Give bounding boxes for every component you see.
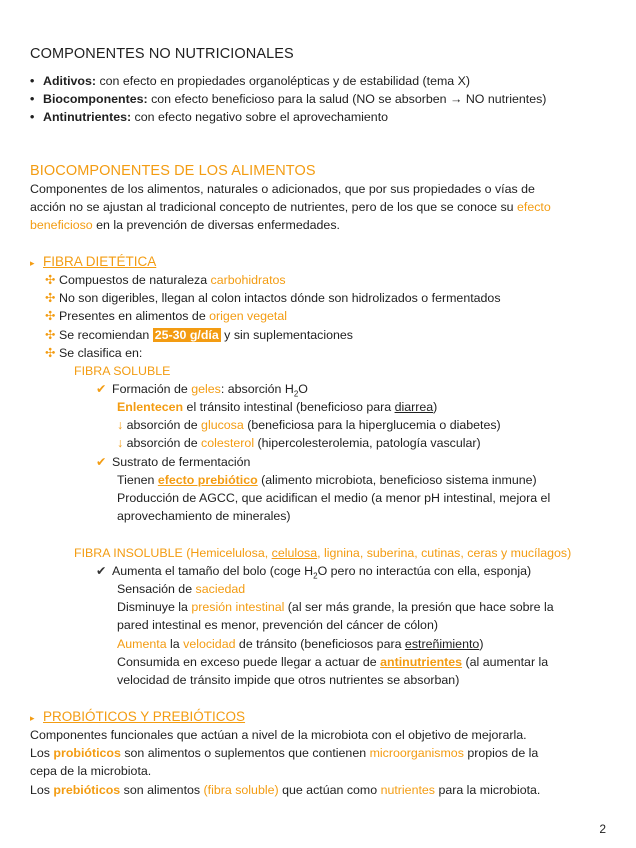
cross-bullet-icon: ✣	[45, 328, 56, 342]
section-title-biocomponentes: BIOCOMPONENTES DE LOS ALIMENTOS	[30, 163, 316, 179]
cross-bullet-icon: ✣	[45, 291, 56, 305]
list-item: ✣ No son digeribles, llegan al colon intactos dónde son hidrolizados o fermentados	[45, 291, 501, 305]
highlight-dose: 25-30 g/día	[154, 328, 219, 342]
detail-line: Sensación de saciedad	[117, 582, 246, 596]
check-icon: ✔	[96, 455, 107, 469]
cross-bullet-icon: ✣	[45, 309, 56, 323]
page-number: 2	[599, 822, 606, 836]
paragraph-line: Componentes funcionales que actúan a nivel de la microbiota con el objetivo de mejorarla.	[30, 728, 527, 742]
cross-bullet-icon: ✣	[45, 273, 56, 287]
paragraph-line: Componentes de los alimentos, naturales o adicionados, que por sus propiedades o vías de	[30, 182, 535, 196]
fibra-insoluble-title: FIBRA INSOLUBLE (Hemicelulosa, celulosa, lignina, suberina, cutinas, ceras y mucílagos)	[74, 546, 572, 560]
bullet-icon: •	[30, 74, 35, 88]
detail-line: ↓ absorción de glucosa (beneficiosa para la hiperglucemia o diabetes)	[117, 418, 501, 432]
section-title-componentes: COMPONENTES NO NUTRICIONALES	[30, 46, 294, 62]
paragraph-line: cepa de la microbiota.	[30, 764, 152, 778]
detail-line: Tienen efecto prebiótico (alimento microbiota, beneficioso sistema inmune)	[117, 473, 537, 487]
paragraph-line: Los probióticos son alimentos o suplementos que contienen microorganismos propios de la	[30, 746, 539, 760]
list-item-aditivos: • Aditivos: con efecto en propiedades organolépticas y de estabilidad (tema X)	[30, 74, 471, 88]
triangle-icon: ▸	[30, 713, 35, 723]
detail-line: velocidad de tránsito impide que otros nutrientes se absorban)	[117, 673, 460, 687]
list-item-biocomponentes: • Biocomponentes: con efecto beneficioso para la salud (NO se absorben → NO nutrientes)	[30, 92, 547, 106]
bullet-icon: •	[30, 92, 35, 106]
detail-line: Aumenta la velocidad de tránsito (beneficiosos para estreñimiento)	[117, 637, 484, 651]
subsection-title-fibra: ▸ FIBRA DIETÉTICA	[30, 253, 156, 272]
list-item: ✣ Se clasifica en:	[45, 346, 143, 360]
detail-line: aprovechamiento de minerales)	[117, 509, 291, 523]
check-icon: ✔	[96, 564, 107, 578]
detail-line: Consumida en exceso puede llegar a actuar de antinutrientes (al aumentar la	[117, 655, 549, 669]
check-item: ✔ Sustrato de fermentación	[96, 455, 251, 469]
paragraph-line: acción no se ajustan al tradicional concepto de nutrientes, pero de los que se conoce su efecto	[30, 200, 551, 214]
list-item-antinutrientes: • Antinutrientes: con efecto negativo sobre el aprovechamiento	[30, 110, 389, 124]
check-item: ✔ Formación de geles: absorción $H_2O$	[96, 382, 308, 399]
subsection-title-probioticos: ▸ PROBIÓTICOS Y PREBIÓTICOS	[30, 708, 245, 727]
detail-line: Enlentecen el tránsito intestinal (beneficioso para diarrea)	[117, 400, 438, 414]
down-arrow-icon: ↓	[117, 418, 124, 432]
paragraph-line: beneficioso en la prevención de diversas enfermedades.	[30, 218, 340, 232]
down-arrow-icon: ↓	[117, 436, 124, 450]
detail-line: pared intestinal es menor, prevención del cáncer de cólon)	[117, 618, 438, 632]
bullet-icon: •	[30, 110, 35, 124]
list-item: ✣ Se recomiendan 25-30 g/día y sin suplementaciones	[45, 328, 353, 342]
paragraph-line: Los prebióticos son alimentos (fibra soluble) que actúan como nutrientes para la microbiota.	[30, 783, 541, 797]
list-item: ✣ Compuestos de naturaleza carbohidratos	[45, 273, 286, 287]
triangle-icon: ▸	[30, 258, 35, 268]
list-item: ✣ Presentes en alimentos de origen vegetal	[45, 309, 287, 323]
detail-line: Disminuye la presión intestinal (al ser más grande, la presión que hace sobre la	[117, 600, 554, 614]
detail-line: Producción de AGCC, que acidifican el medio (a menor pH intestinal, mejora el	[117, 491, 551, 505]
fibra-soluble-title: FIBRA SOLUBLE	[74, 364, 171, 378]
check-item: ✔ Aumenta el tamaño del bolo (coge $H_2O$ pero no interactúa con ella, esponja)	[96, 564, 532, 581]
cross-bullet-icon: ✣	[45, 346, 56, 360]
check-icon: ✔	[96, 382, 107, 396]
detail-line: ↓ absorción de colesterol (hipercolesterolemia, patología vascular)	[117, 436, 481, 450]
